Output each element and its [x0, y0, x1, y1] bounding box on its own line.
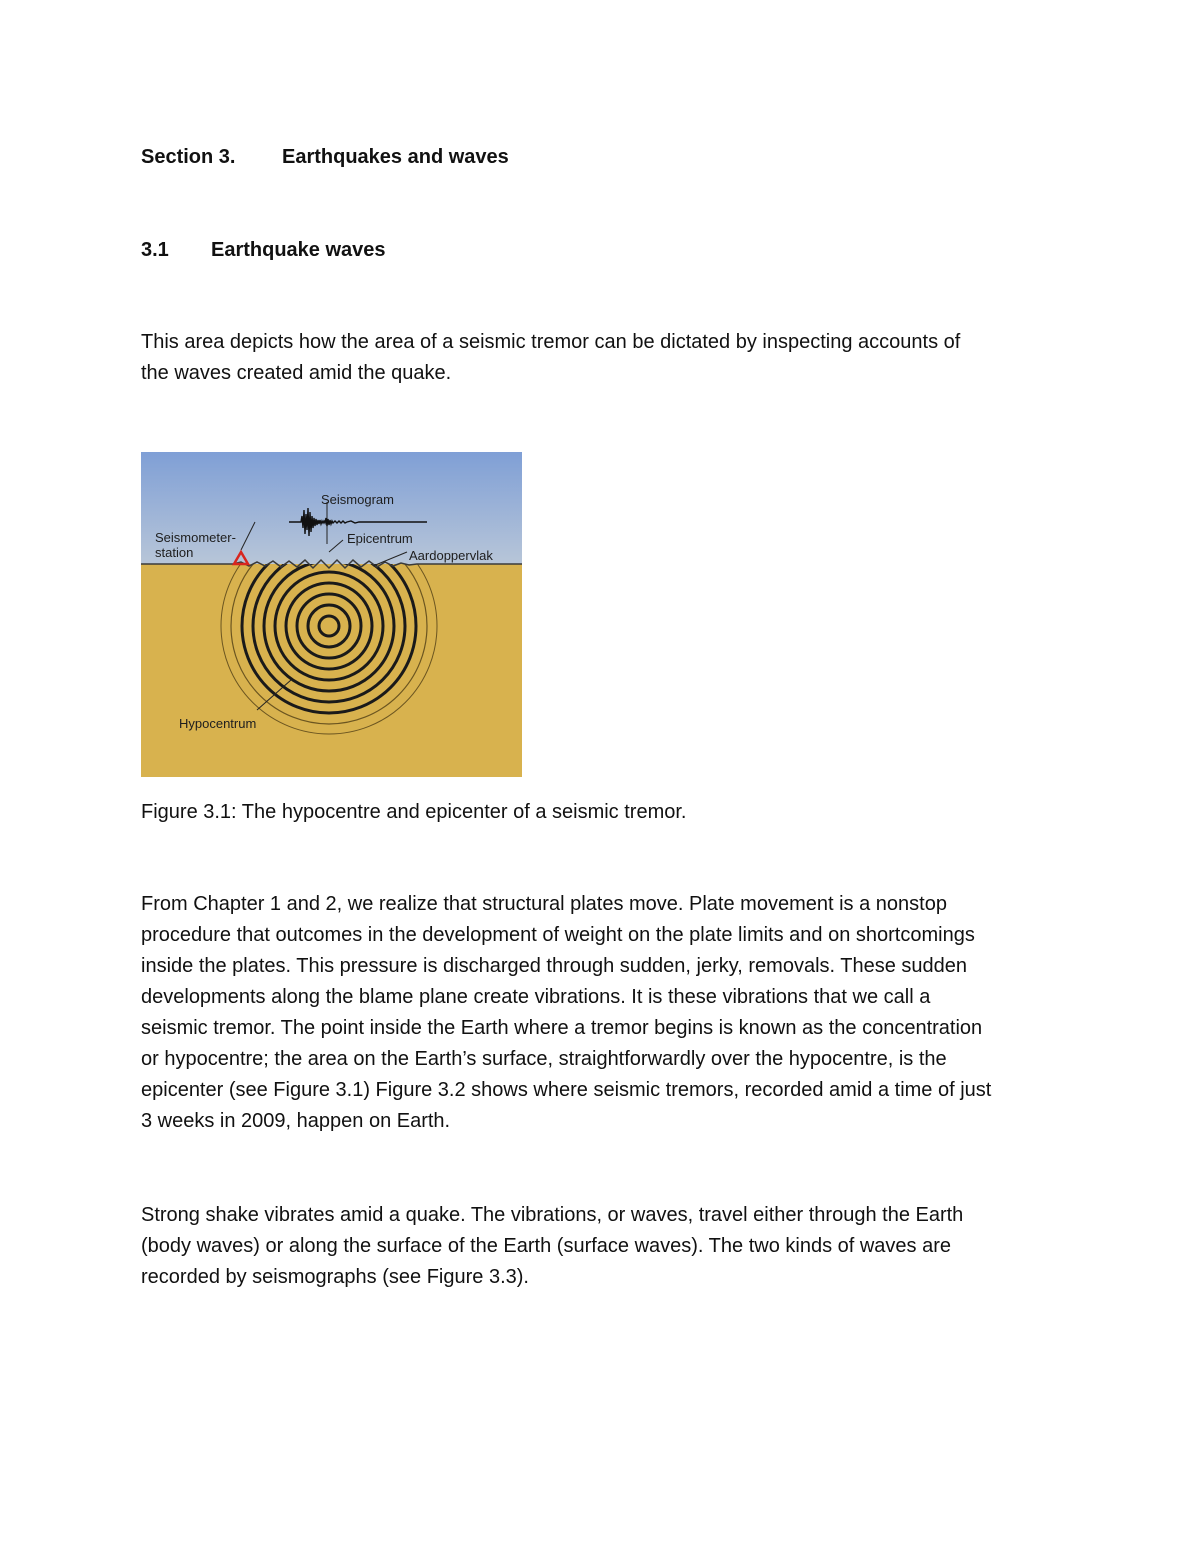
section-number: Section 3. [141, 146, 236, 168]
subsection-title: Earthquake waves [211, 239, 386, 261]
earthquake-figure [141, 452, 522, 777]
hypocentrum-label: Hypocentrum [179, 716, 257, 731]
figure-caption: Figure 3.1: The hypocentre and epicenter of a seismic tremor. [141, 801, 687, 823]
paragraph-line: (body waves) or along the surface of the Earth (surface waves). The two kinds of waves are [141, 1235, 952, 1257]
paragraph-line: This area depicts how the area of a seismic tremor can be dictated by inspecting accounts of [141, 331, 961, 353]
paragraph-line: From Chapter 1 and 2, we realize that structural plates move. Plate movement is a nonstop [141, 893, 947, 915]
station-label-line1: Seismometer- [155, 530, 236, 545]
paragraph-line: Strong shake vibrates amid a quake. The vibrations, or waves, travel either through the Earth [141, 1204, 964, 1226]
section-heading [141, 145, 509, 169]
body-paragraph-2 [141, 1200, 1071, 1293]
paragraph-line: the waves created amid the quake. [141, 362, 452, 384]
section-title: Earthquakes and waves [282, 146, 509, 168]
paragraph-line: recorded by seismographs (see Figure 3.3). [141, 1266, 529, 1288]
paragraph-line: or hypocentre; the area on the Earth’s surface, straightforwardly over the hypocentre, is the [141, 1048, 947, 1070]
paragraph-line: developments along the blame plane create vibrations. It is these vibrations that we call a [141, 986, 931, 1008]
earthquake-diagram [141, 452, 522, 777]
subsection-number: 3.1 [141, 239, 169, 261]
seismogram-label: Seismogram [321, 492, 394, 507]
surface-label: Aardoppervlak [409, 548, 493, 563]
epicentrum-label: Epicentrum [347, 531, 413, 546]
intro-paragraph [141, 327, 1071, 389]
station-label-line2: station [155, 545, 194, 560]
subsection-heading [141, 238, 386, 262]
paragraph-line: inside the plates. This pressure is discharged through sudden, jerky, removals. These sudden [141, 955, 968, 977]
paragraph-line: procedure that outcomes in the development of weight on the plate limits and on shortcomings [141, 924, 975, 946]
paragraph-line: epicenter (see Figure 3.1) Figure 3.2 shows where seismic tremors, recorded amid a time of just [141, 1079, 992, 1101]
paragraph-line: 3 weeks in 2009, happen on Earth. [141, 1110, 451, 1132]
ground-area [141, 564, 522, 777]
body-paragraph-1 [141, 889, 1071, 1137]
paragraph-line: seismic tremor. The point inside the Earth where a tremor begins is known as the concentration [141, 1017, 983, 1039]
